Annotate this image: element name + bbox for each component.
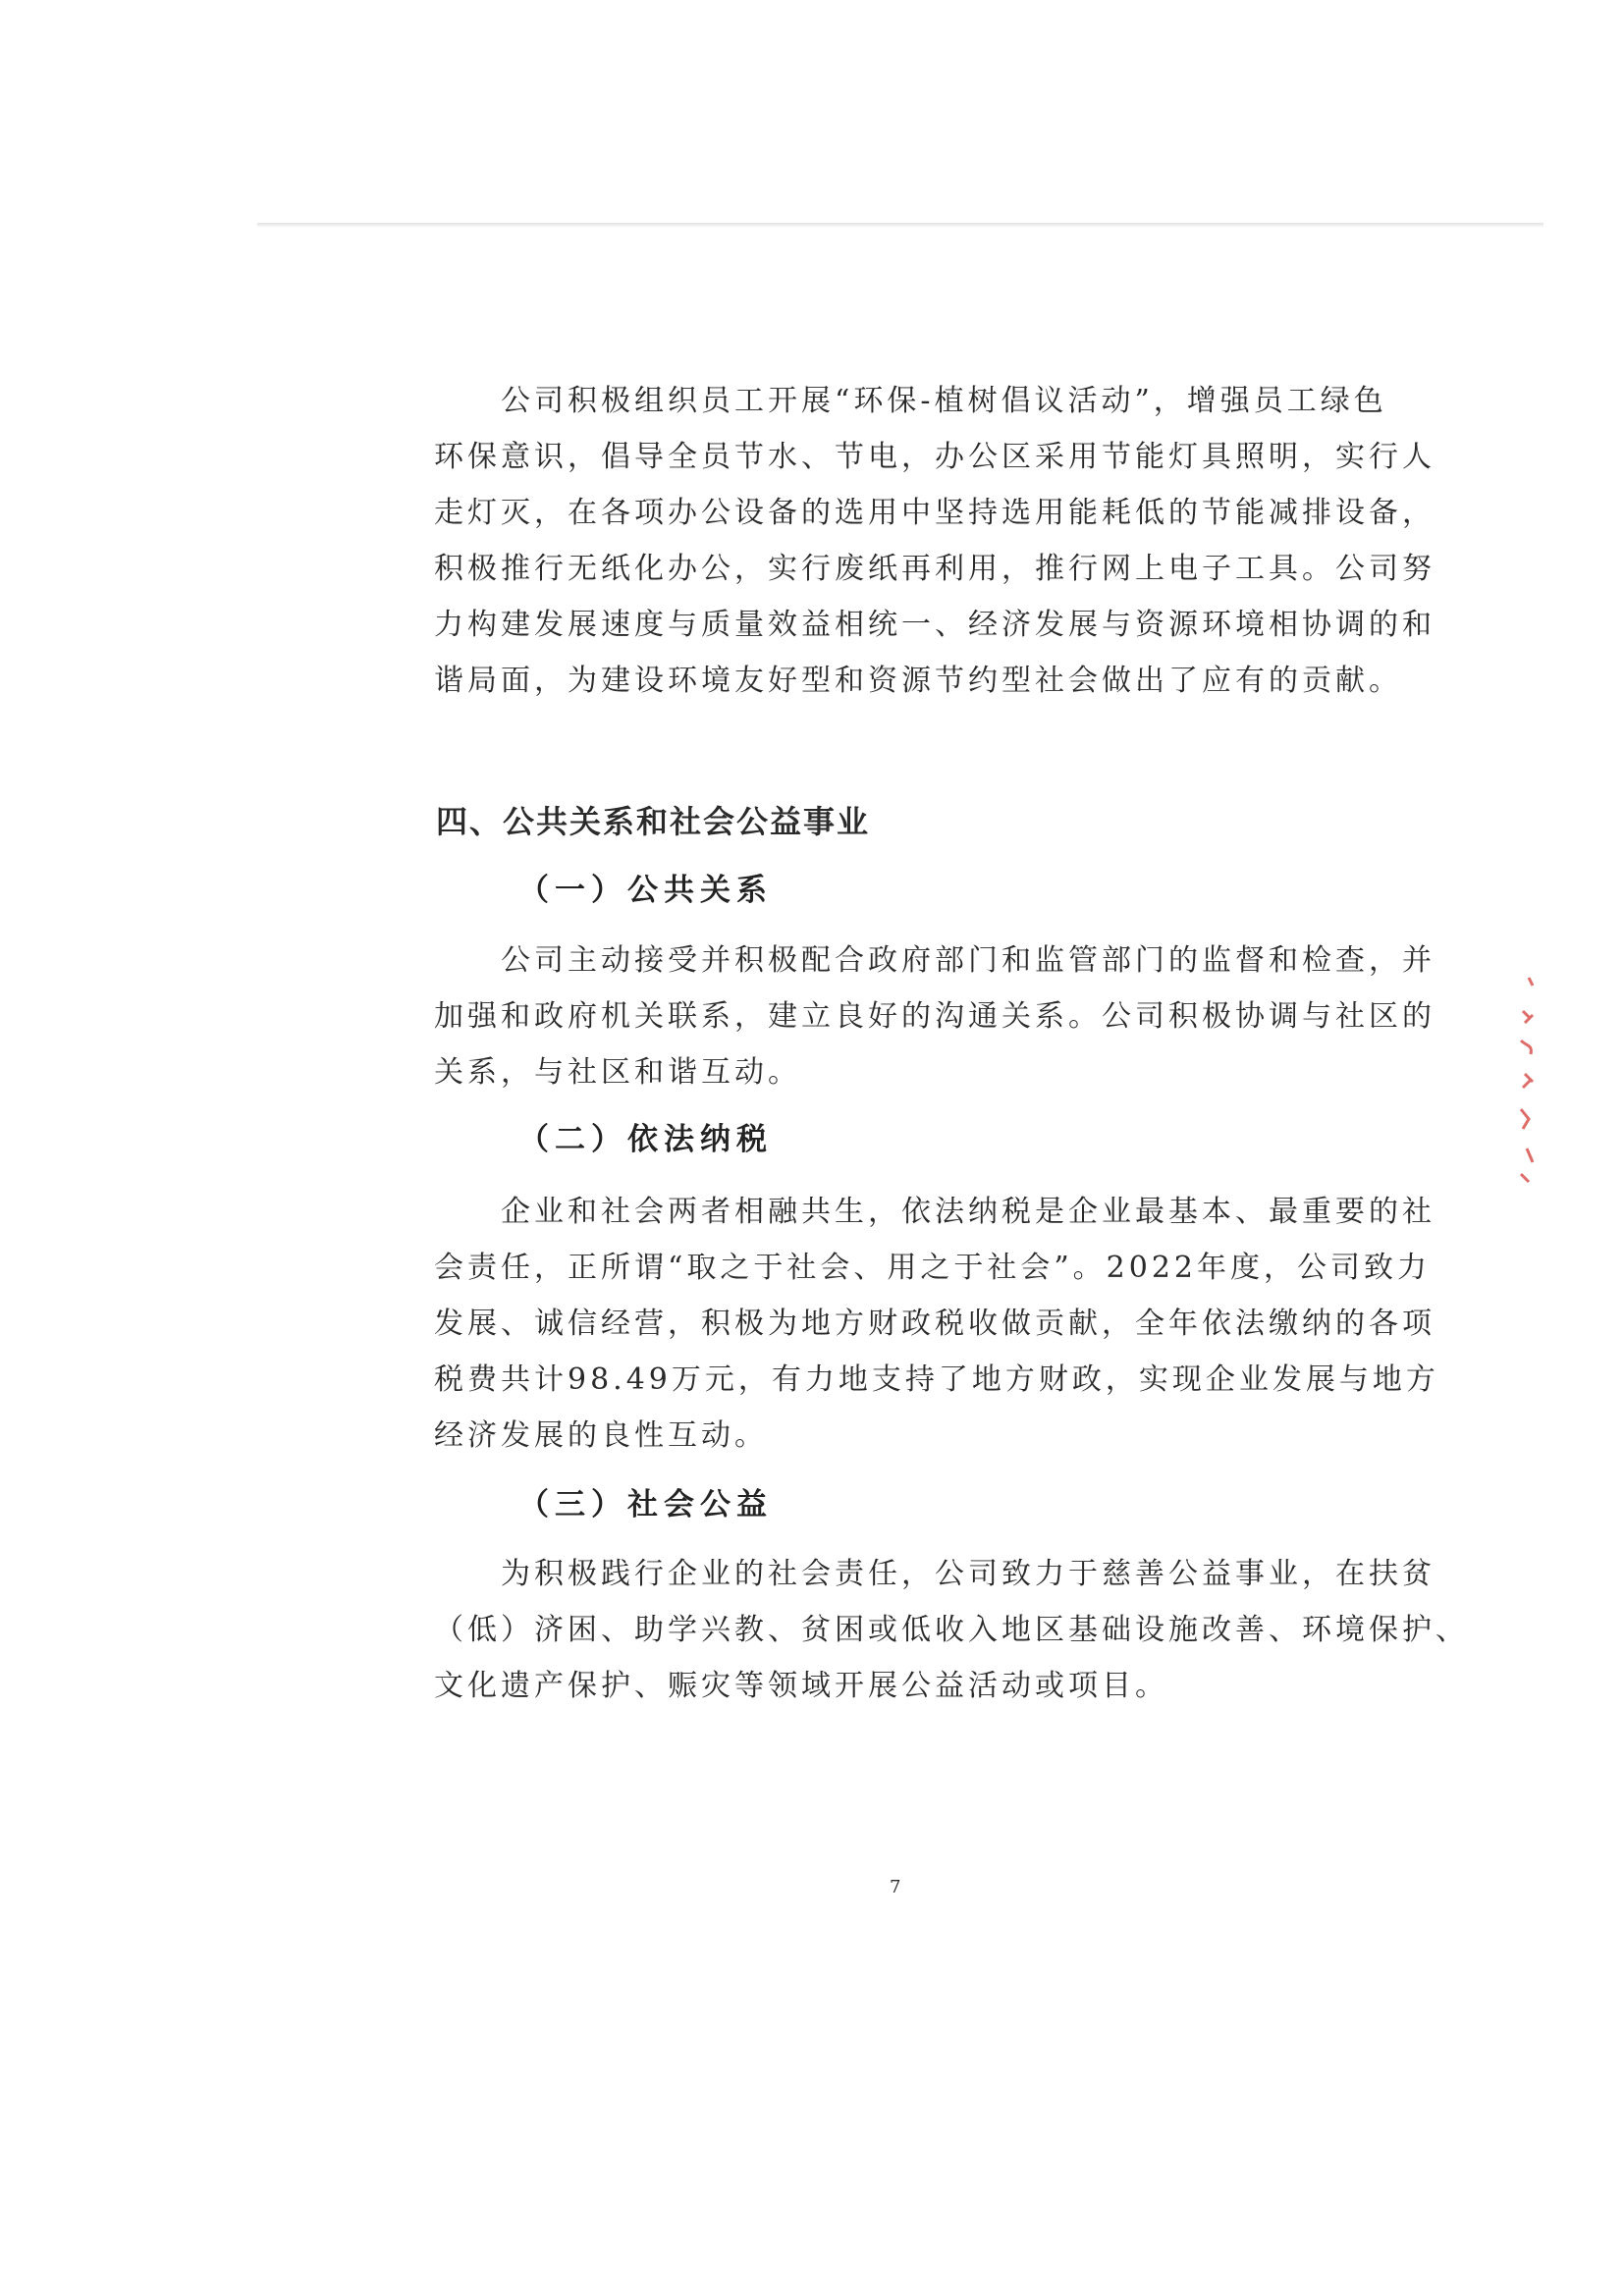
paragraph-public-welfare	[434, 1546, 1469, 1714]
paragraph-line: 公司主动接受并积极配合政府部门和监管部门的监督和检查，并	[434, 943, 1435, 978]
paragraph-line: （低）济困、助学兴教、贫困或低收入地区基础设施改善、环境保护、	[434, 1613, 1469, 1647]
paragraph-line: 积极推行无纸化办公，实行废纸再利用，推行网上电子工具。公司努	[434, 552, 1435, 586]
paragraph-line: 走灯灭，在各项办公设备的选用中坚持选用能耗低的节能减排设备，	[434, 496, 1435, 530]
paragraph-line: 发展、诚信经营，积极为地方财政税收做贡献，全年依法缴纳的各项	[434, 1307, 1435, 1341]
subsection-heading-tax: （二）依法纳税	[518, 1122, 773, 1157]
paragraph-tax	[434, 1184, 1439, 1464]
subsection-heading-public-welfare: （三）社会公益	[518, 1487, 773, 1522]
paragraph-line: 加强和政府机关联系，建立良好的沟通关系。公司积极协调与社区的	[434, 999, 1435, 1034]
seal-stamp-edge-icon	[1515, 972, 1539, 1188]
subsection-heading-public-relations: （一）公共关系	[518, 873, 773, 908]
paragraph-line: 公司积极组织员工开展“环保-植树倡议活动”，增强员工绿色	[434, 384, 1387, 418]
paragraph-line: 经济发展的良性互动。	[434, 1418, 768, 1453]
paragraph-line: 企业和社会两者相融共生，依法纳税是企业最基本、最重要的社	[434, 1195, 1435, 1229]
paragraph-line: 谐局面，为建设环境友好型和资源节约型社会做出了应有的贡献。	[434, 664, 1402, 698]
paragraph-line: 关系，与社区和谐互动。	[434, 1055, 801, 1090]
scan-edge	[257, 223, 1543, 228]
paragraph-line: 会责任，正所谓“取之于社会、用之于社会”。2022年度，公司致力	[434, 1251, 1432, 1285]
paragraph-environment	[434, 373, 1435, 709]
paragraph-line: 税费共计98.49万元，有力地支持了地方财政，实现企业发展与地方	[434, 1362, 1439, 1397]
paragraph-line: 为积极践行企业的社会责任，公司致力于慈善公益事业，在扶贫	[434, 1557, 1435, 1591]
paragraph-public-relations	[434, 933, 1435, 1100]
section-heading: 四、公共关系和社会公益事业	[436, 803, 871, 840]
paragraph-line: 环保意识，倡导全员节水、节电，办公区采用节能灯具照明，实行人	[434, 440, 1435, 474]
paragraph-line: 文化遗产保护、赈灾等领域开展公益活动或项目。	[434, 1669, 1168, 1703]
page-number: 7	[890, 1877, 901, 1897]
paragraph-line: 力构建发展速度与质量效益相统一、经济发展与资源环境相协调的和	[434, 608, 1435, 642]
